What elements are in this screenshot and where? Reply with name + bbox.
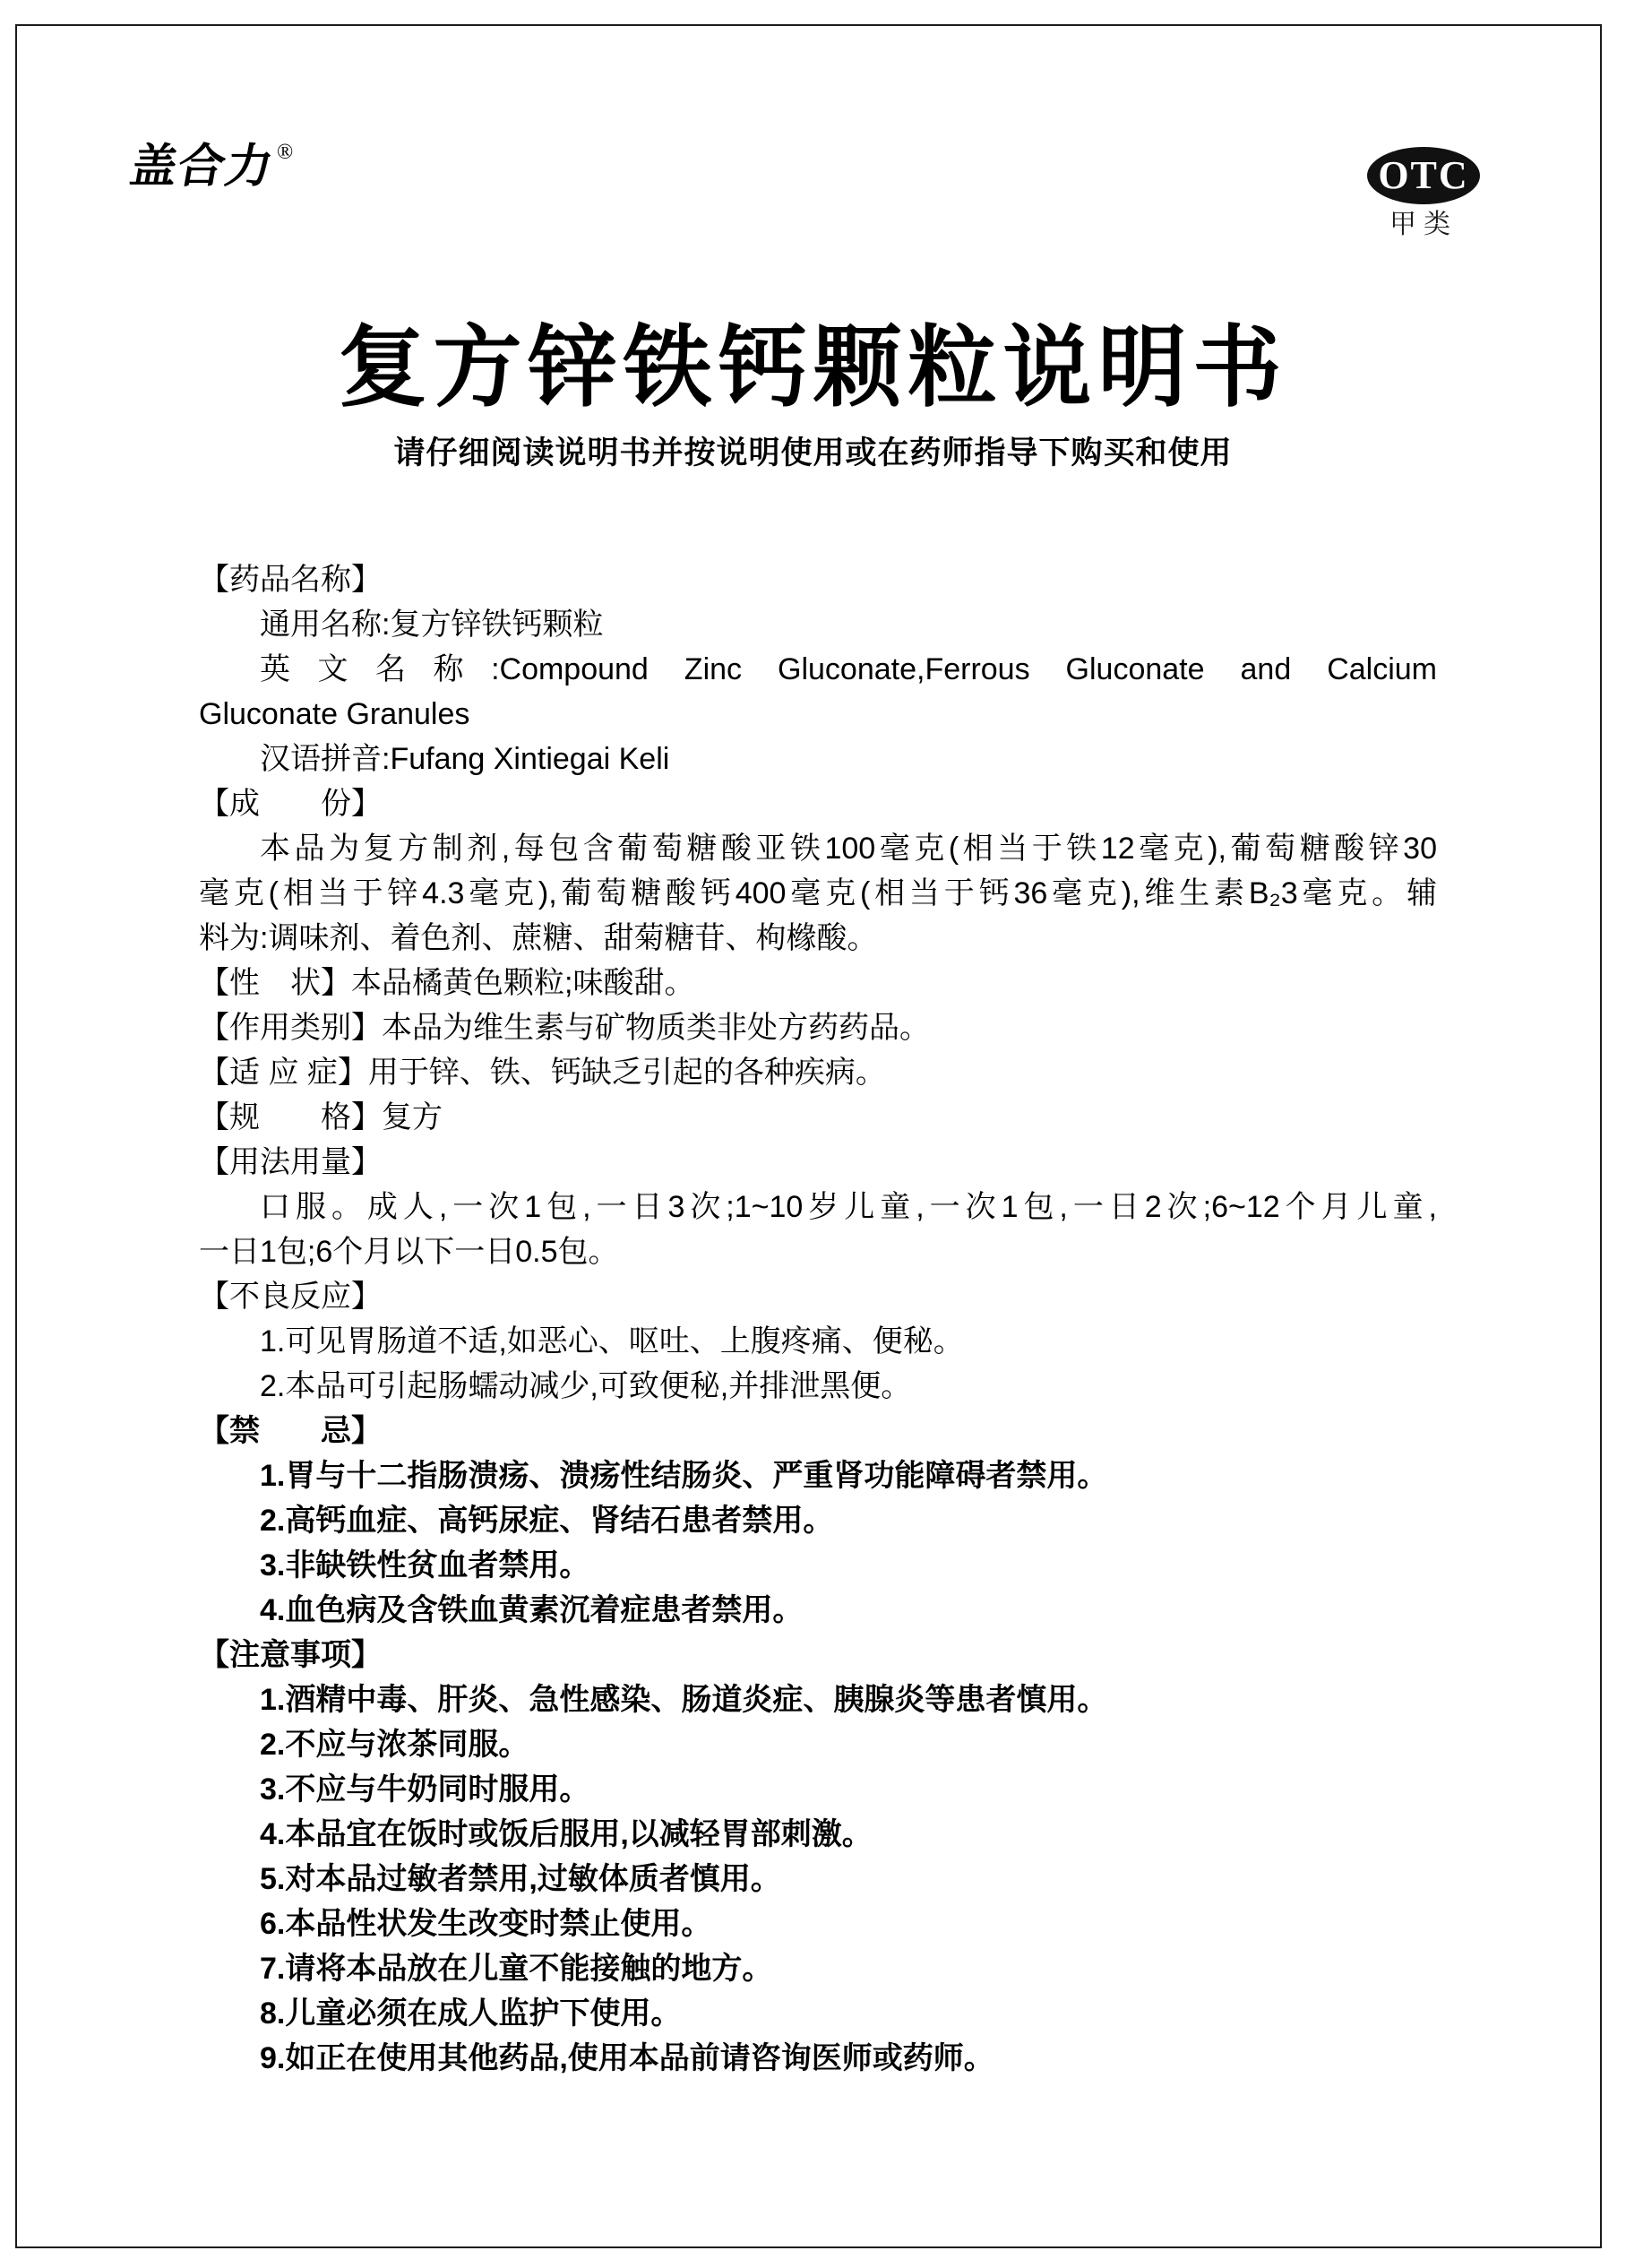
- leaflet-body: [199, 557, 1437, 2081]
- body-line: 9.如正在使用其他药品,使用本品前请咨询医师或药师。: [260, 2041, 994, 2075]
- section-header-line: 【不良反应】: [199, 1280, 382, 1314]
- section-header-line: 【作用类别】本品为维生素与矿物质类非处方药药品。: [199, 1011, 930, 1045]
- body-line: 5.对本品过敏者禁用,过敏体质者慎用。: [260, 1862, 781, 1896]
- body-line: 通用名称:复方锌铁钙颗粒: [260, 608, 604, 642]
- section-header-line: 【性 状】本品橘黄色颗粒;味酸甜。: [199, 966, 695, 1000]
- page-title: 复方锌铁钙颗粒说明书: [338, 317, 1288, 417]
- body-line: 1.酒精中毒、肝炎、急性感染、肠道炎症、胰腺炎等患者慎用。: [260, 1683, 1108, 1717]
- body-line: 8.儿童必须在成人监护下使用。: [260, 1996, 682, 2031]
- body-line: 4.本品宜在饭时或饭后服用,以减轻胃部刺激。: [260, 1817, 873, 1851]
- body-line: 汉语拼音:Fufang Xintiegai Keli: [260, 742, 670, 776]
- page-subtitle: 请仔细阅读说明书并按说明使用或在药师指导下购买和使用: [393, 435, 1233, 470]
- body-line: 毫克(相当于锌4.3毫克),葡萄糖酸钙400毫克(相当于钙36毫克),维生素B₂3毫克。辅: [199, 876, 1437, 910]
- body-line: 7.请将本品放在儿童不能接触的地方。: [260, 1952, 773, 1986]
- otc-class-label: 甲类: [1389, 210, 1458, 239]
- section-header-line: 【成 份】: [199, 787, 382, 821]
- body-line: 1.可见胃肠道不适,如恶心、呕吐、上腹疼痛、便秘。: [260, 1324, 964, 1358]
- brand-logo-text: 盖合力: [125, 141, 279, 193]
- otc-badge: [1367, 147, 1480, 204]
- brand-logo: [125, 141, 294, 195]
- body-line: 口服。成人,一次1包,一日3次;1~10岁儿童,一次1包,一日2次;6~12个月儿童,: [260, 1190, 1437, 1224]
- body-line: 料为:调味剂、着色剂、蔗糖、甜菊糖苷、枸橼酸。: [199, 921, 878, 955]
- section-header-line: 【用法用量】: [199, 1145, 382, 1179]
- section-header-line: 【注意事项】: [199, 1638, 382, 1672]
- registered-trademark-icon: ®: [277, 141, 294, 164]
- body-line: 2.本品可引起肠蠕动减少,可致便秘,并排泄黑便。: [260, 1369, 912, 1403]
- otc-badge-label: OTC: [1378, 153, 1469, 197]
- body-line: 英文名称:Compound Zinc Gluconate,Ferrous Gluconate and Calcium: [260, 652, 1437, 686]
- body-line: 4.血色病及含铁血黄素沉着症患者禁用。: [260, 1593, 804, 1627]
- body-line: Gluconate Granules: [199, 697, 470, 731]
- section-header-line: 【药品名称】: [199, 563, 382, 597]
- body-line: 本品为复方制剂,每包含葡萄糖酸亚铁100毫克(相当于铁12毫克),葡萄糖酸锌30: [260, 832, 1437, 866]
- body-line: 一日1包;6个月以下一日0.5包。: [199, 1235, 619, 1269]
- body-line: 3.非缺铁性贫血者禁用。: [260, 1548, 590, 1582]
- section-header-line: 【规 格】复方: [199, 1100, 443, 1134]
- body-line: 2.不应与浓茶同服。: [260, 1728, 529, 1762]
- section-header-line: 【适 应 症】用于锌、铁、钙缺乏引起的各种疾病。: [199, 1056, 886, 1090]
- body-line: 2.高钙血症、高钙尿症、肾结石患者禁用。: [260, 1504, 834, 1538]
- section-header-line: 【禁 忌】: [199, 1414, 382, 1448]
- body-line: 1.胃与十二指肠溃疡、溃疡性结肠炎、严重肾功能障碍者禁用。: [260, 1459, 1108, 1493]
- body-line: 6.本品性状发生改变时禁止使用。: [260, 1907, 712, 1941]
- body-line: 3.不应与牛奶同时服用。: [260, 1772, 590, 1807]
